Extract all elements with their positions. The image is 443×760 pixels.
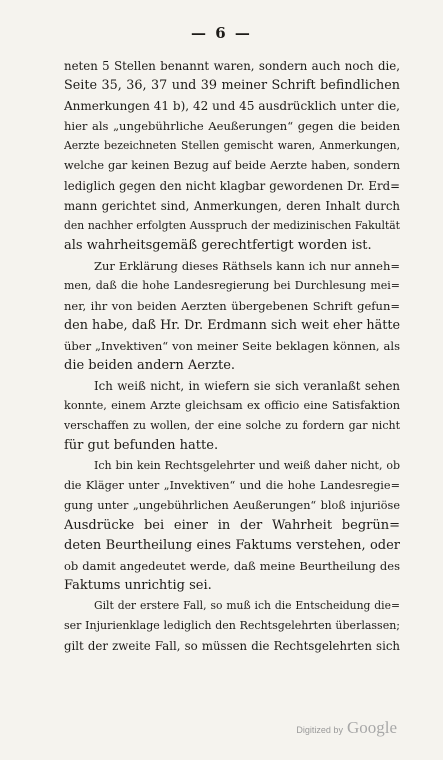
text-line: ser Injurienklage lediglich den Rechtsgelehrten überlassen; <box>64 619 400 632</box>
text-line: die Kläger unter „Invektiven“ und die hohe Landesregie= <box>64 479 400 492</box>
text-line: Anmerkungen 41 b), 42 und 45 ausdrücklich unter die, <box>64 99 400 113</box>
text-line: konnte, einem Arzte gleichsam ex officio eine Satisfaktion <box>64 399 400 412</box>
text-line: Faktums unrichtig sei. <box>64 578 212 593</box>
text-line: gung unter „ungebührlichen Aeußerungen“ bloß injuriöse <box>64 499 400 512</box>
text-line: als wahrheitsgemäß gerechtfertigt worden ist. <box>64 238 372 253</box>
text-line: Ich weiß nicht, in wiefern sie sich veranlaßt sehen <box>94 379 400 393</box>
text-line: Seite 35, 36, 37 und 39 meiner Schrift befindlichen <box>64 78 400 93</box>
text-line: welche gar keinen Bezug auf beide Aerzte haben, sondern <box>64 159 400 172</box>
page-number: — 6 — <box>191 24 252 42</box>
text-line: über „Invektiven“ von meiner Seite beklagen können, als <box>64 339 400 353</box>
watermark-prefix: Digitized by <box>296 725 343 735</box>
text-line: Gilt der erstere Fall, so muß ich die Entscheidung die= <box>94 599 400 612</box>
text-line: Ausdrücke bei einer in der Wahrheit begrün= <box>64 518 400 533</box>
text-line: men, daß die hohe Landesregierung bei Durchlesung mei= <box>64 279 400 292</box>
text-line: verschaffen zu wollen, der eine solche zu fordern gar nicht <box>64 419 400 432</box>
text-line: mann gerichtet sind, Anmerkungen, deren Inhalt durch <box>64 199 400 213</box>
text-block <box>64 56 400 656</box>
text-line: ob damit angedeutet werde, daß meine Beurtheilung des <box>64 559 400 573</box>
text-line: neten 5 Stellen benannt waren, sondern auch noch die, <box>64 59 400 73</box>
text-line: die beiden andern Aerzte. <box>64 358 236 373</box>
text-line: lediglich gegen den nicht klagbar gewordenen Dr. Erd= <box>64 179 400 193</box>
text-line: Zur Erklärung dieses Räthsels kann ich nur anneh= <box>94 259 400 273</box>
text-line: deten Beurtheilung eines Faktums verstehen, oder <box>64 538 400 553</box>
digitization-watermark <box>296 718 397 738</box>
text-line: hier als „ungebührliche Aeußerungen“ gegen die beiden <box>64 119 400 133</box>
text-line: gilt der zweite Fall, so müssen die Rechtsgelehrten sich <box>64 639 400 653</box>
text-line: für gut befunden hatte. <box>64 438 219 453</box>
text-line: ner, ihr von beiden Aerzten übergebenen Schrift gefun= <box>64 299 400 313</box>
text-line: Ich bin kein Rechtsgelehrter und weiß daher nicht, ob <box>94 459 400 472</box>
text-line: den habe, daß Hr. Dr. Erdmann sich weit eher hätte <box>64 318 400 333</box>
google-logo: Google <box>346 718 397 737</box>
text-line: Aerzte bezeichneten Stellen gemischt waren, Anmerkungen, <box>64 139 400 152</box>
text-line: den nachher erfolgten Ausspruch der medizinischen Fakultät <box>64 219 400 232</box>
